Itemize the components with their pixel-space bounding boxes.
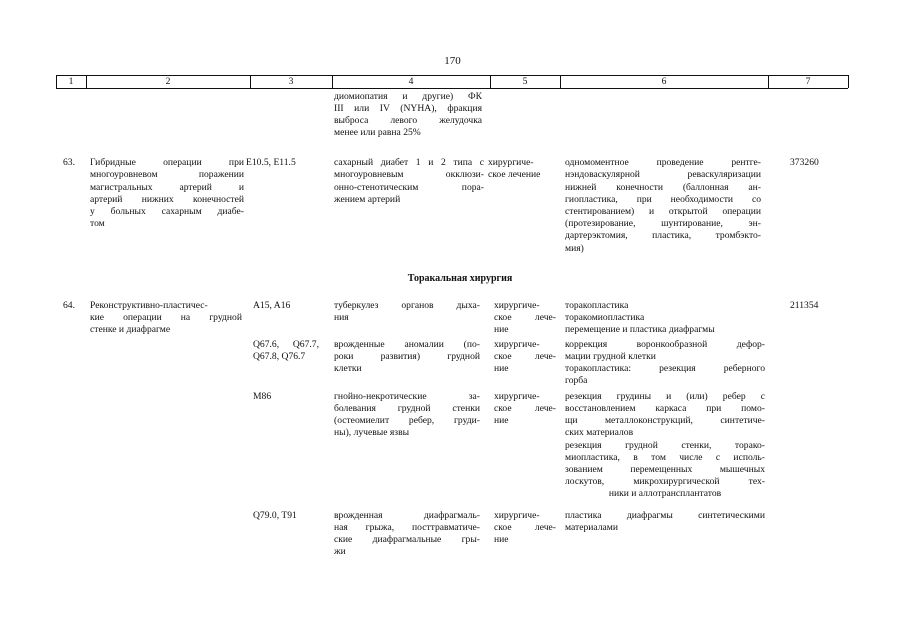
text-line: коррекция воронкообразной дефор-: [565, 339, 765, 350]
text-line: у больных сахарным диабе-: [90, 206, 244, 217]
diagnosis-code: Q67.8, Q76.7: [253, 351, 306, 362]
diagnosis-code: Q67.6, Q67.7,: [253, 339, 319, 350]
text-line: зованием перемещенных мышечных: [565, 464, 765, 475]
text-line: Гибридные операции при: [90, 157, 244, 168]
column-number: 3: [288, 76, 294, 87]
text-line: хирургиче-: [488, 157, 534, 168]
column-number: 1: [68, 76, 74, 87]
diagnosis-code: E10.5, E11.5: [246, 157, 296, 168]
text-line: гнойно-некротические за-: [334, 391, 480, 402]
text-line: (протезирование, шунтирование, эн-: [565, 218, 761, 229]
text-line: том: [90, 218, 105, 229]
text-line: диомиопатия и другие) ФК: [334, 91, 482, 102]
text-line: перемещение и пластика диафрагмы: [565, 324, 715, 335]
text-line: клетки: [334, 363, 362, 374]
text-line: жи: [334, 546, 346, 557]
text-line: дартерэктомия, пластика, тромбэкто-: [565, 230, 761, 241]
text-line: многоуровневом поражении: [90, 169, 244, 180]
text-line: ние: [494, 363, 509, 374]
text-line: торакомиопластика: [565, 312, 645, 323]
text-line: ское лечение: [488, 169, 541, 180]
text-line: врожденные аномалии (по-: [334, 339, 480, 350]
text-line: ники и аллотрансплантатов: [608, 488, 722, 499]
text-line: хирургиче-: [494, 391, 540, 402]
text-line: хирургиче-: [494, 510, 540, 521]
cost-value: 373260: [790, 157, 819, 168]
text-line: ские диафрагмальные гры-: [334, 534, 480, 545]
text-line: резекция грудины и (или) ребер с: [565, 391, 765, 402]
text-line: ское лече-: [494, 312, 556, 323]
text-line: стенке и диафрагме: [90, 324, 171, 335]
text-line: онно-стенотическим пора-: [334, 182, 484, 193]
text-line: нижней конечности (баллонная ан-: [565, 182, 761, 193]
text-line: хирургиче-: [494, 300, 540, 311]
text-line: (остеомиелит ребер, груди-: [334, 415, 480, 426]
text-line: сахарный диабет 1 и 2 типа с: [334, 157, 484, 168]
text-line: пластика диафрагмы синтетическими: [565, 510, 765, 521]
text-line: ния: [334, 312, 349, 323]
text-line: нэндоваскулярной реваскуляризации: [565, 169, 761, 180]
text-line: ние: [494, 324, 509, 335]
text-line: хирургиче-: [494, 339, 540, 350]
diagnosis-code: A15, A16: [253, 300, 291, 311]
text-line: менее или равна 25%: [334, 127, 421, 138]
column-number: 6: [661, 76, 667, 87]
text-line: ная грыжа, посттравматиче-: [334, 522, 480, 533]
text-line: магистральных артерий и: [90, 182, 244, 193]
text-line: ние: [494, 534, 509, 545]
text-line: горба: [565, 375, 588, 386]
text-line: ское лече-: [494, 403, 556, 414]
text-line: лоскутов, микрохирургической тех-: [565, 476, 765, 487]
text-line: стентированием) и открытой операции: [565, 206, 761, 217]
text-line: жением артерий: [334, 194, 401, 205]
text-line: ние: [494, 415, 509, 426]
diagnosis-code: M86: [253, 391, 272, 402]
text-line: одномоментное проведение рентге-: [565, 157, 761, 168]
text-line: Реконструктивно-пластичес-: [90, 300, 208, 311]
text-line: роки развития) грудной: [334, 351, 480, 362]
text-line: выброса левого желудочка: [334, 115, 482, 126]
column-number: 4: [408, 76, 414, 87]
text-line: миопластика, в том числе с исполь-: [565, 452, 765, 463]
text-line: мации грудной клетки: [565, 351, 656, 362]
text-line: ское лече-: [494, 522, 556, 533]
text-line: врожденная диафрагмаль-: [334, 510, 480, 521]
column-number: 5: [522, 76, 528, 87]
column-number: 7: [805, 76, 811, 87]
text-line: щи металлоконструкций, синтетиче-: [565, 415, 765, 426]
text-line: ское лече-: [494, 351, 556, 362]
text-line: торакопластика: резекция реберного: [565, 363, 765, 374]
text-line: ских материалов: [565, 427, 634, 438]
column-number: 2: [165, 76, 171, 87]
text-line: восстановлением каркаса при помо-: [565, 403, 765, 414]
page-number: 170: [444, 55, 461, 67]
text-line: ны), лучевые язвы: [334, 427, 410, 438]
text-line: материалами: [565, 522, 618, 533]
section-title: Торакальная хирургия: [407, 273, 513, 284]
text-line: артерий нижних конечностей: [90, 194, 244, 205]
text-line: резекция грудной стенки, торако-: [565, 440, 765, 451]
text-line: III или IV (NYHA), фракция: [334, 103, 482, 114]
text-line: многоуровневым окклюзи-: [334, 169, 484, 180]
col-divider: [848, 75, 849, 88]
text-line: мия): [565, 243, 584, 254]
row-number: 64.: [63, 300, 75, 311]
text-line: туберкулез органов дыха-: [334, 300, 480, 311]
text-line: гиопластика, при необходимости со: [565, 194, 761, 205]
diagnosis-code: Q79.0, T91: [253, 510, 297, 521]
text-line: кие операции на грудной: [90, 312, 242, 323]
cost-value: 211354: [790, 300, 819, 311]
row-number: 63.: [63, 157, 75, 168]
text-line: болевания грудной стенки: [334, 403, 480, 414]
text-line: торакопластика: [565, 300, 629, 311]
